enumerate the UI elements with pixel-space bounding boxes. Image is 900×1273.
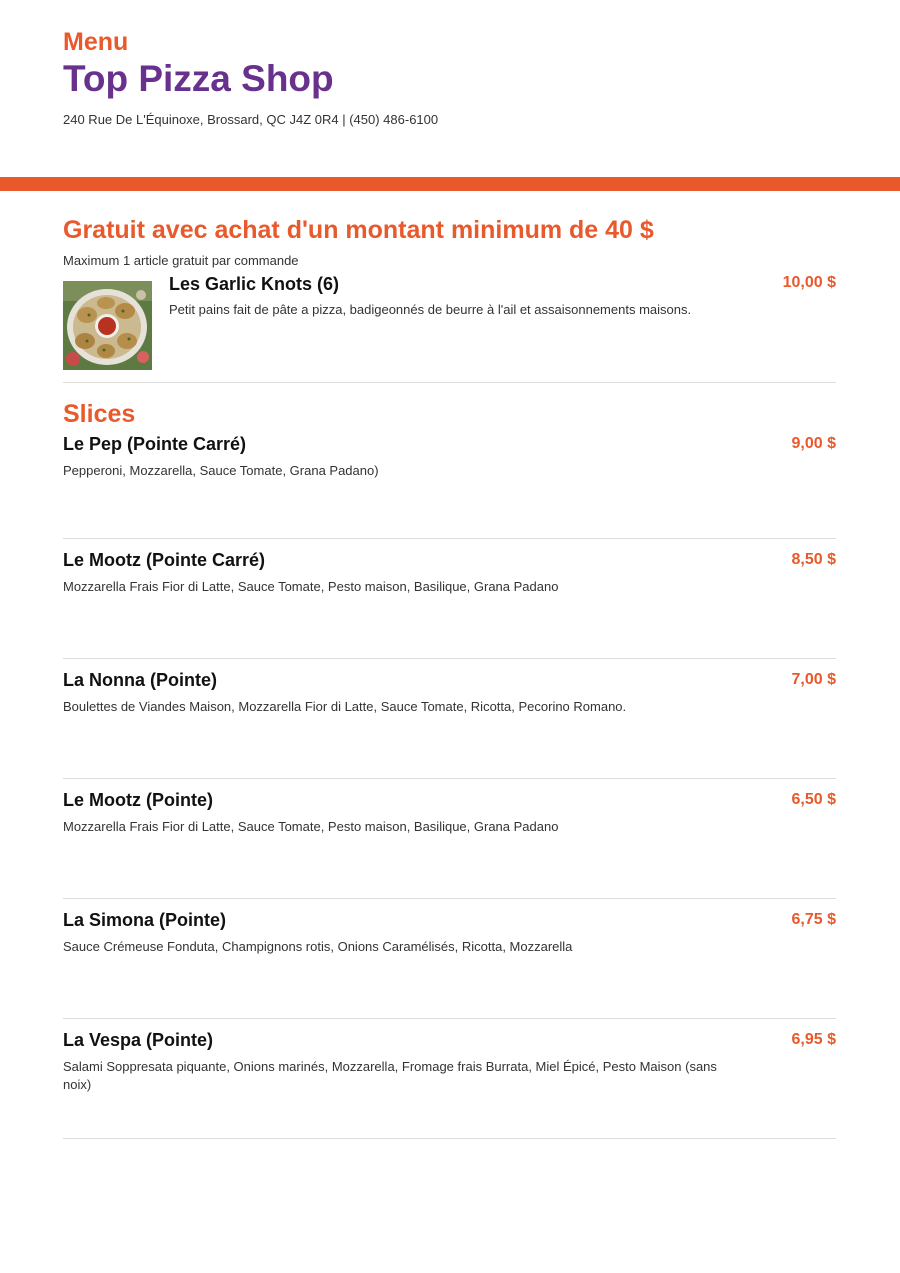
shop-address: 240 Rue De L'Équinoxe, Brossard, QC J4Z 0R4 | (450) 486-6100 [63, 112, 439, 127]
slices-section [63, 395, 836, 1139]
item-description: Mozzarella Frais Fior di Latte, Sauce Tomate, Pesto maison, Basilique, Grana Padano [63, 819, 559, 834]
menu-item-le-mootz-pointe[interactable] [63, 779, 836, 899]
item-name: Les Garlic Knots (6) [169, 274, 340, 294]
item-name: La Simona (Pointe) [63, 910, 227, 930]
slices-section-title: Slices [63, 400, 136, 428]
item-price: 9,00 $ [791, 435, 836, 452]
item-description: Sauce Crémeuse Fonduta, Champignons rotis, Onions Caramélisés, Ricotta, Mozzarella [63, 939, 573, 954]
header-divider-bar [0, 177, 900, 191]
item-name: La Vespa (Pointe) [63, 1030, 214, 1050]
item-description: Boulettes de Viandes Maison, Mozzarella Fior di Latte, Sauce Tomate, Ricotta, Pecorino Romano. [63, 699, 627, 714]
item-name: Le Pep (Pointe Carré) [63, 434, 247, 454]
item-price: 6,75 $ [791, 911, 836, 928]
menu-label: Menu [63, 28, 129, 56]
free-item-section [63, 211, 836, 383]
item-price: 10,00 $ [782, 274, 836, 291]
menu-item-la-vespa-pointe[interactable] [63, 1019, 836, 1139]
menu-item-la-simona-pointe[interactable] [63, 899, 836, 1019]
item-description: Pepperoni, Mozzarella, Sauce Tomate, Grana Padano) [63, 463, 379, 478]
menu-content [63, 211, 836, 1139]
item-description: Salami Soppresata piquante, Onions marinés, Mozzarella, Fromage frais Burrata, Miel Épicé, Pesto Maison (sans noix) [63, 1059, 717, 1092]
item-price: 6,95 $ [791, 1031, 836, 1048]
item-description: Mozzarella Frais Fior di Latte, Sauce Tomate, Pesto maison, Basilique, Grana Padano [63, 579, 559, 594]
menu-item-garlic-knots[interactable] [63, 273, 836, 383]
garlic-knots-photo [63, 281, 152, 370]
item-price: 8,50 $ [791, 551, 836, 568]
item-name: Le Mootz (Pointe Carré) [63, 550, 266, 570]
menu-header [63, 26, 836, 128]
menu-item-la-nonna-pointe[interactable] [63, 659, 836, 779]
item-name: La Nonna (Pointe) [63, 670, 217, 690]
garlic-knots-details [169, 273, 836, 382]
free-section-note: Maximum 1 article gratuit par commande [63, 253, 299, 268]
menu-item-le-mootz-pointe-carre[interactable] [63, 539, 836, 659]
free-section-title: Gratuit avec achat d'un montant minimum de 40 $ [63, 216, 654, 244]
shop-name: Top Pizza Shop [63, 58, 334, 99]
menu-item-le-pep-pointe-carre[interactable] [63, 433, 836, 539]
item-name: Le Mootz (Pointe) [63, 790, 213, 810]
item-description: Petit pains fait de pâte a pizza, badigeonnés de beurre à l'ail et assaisonnements maisons. [169, 302, 692, 317]
item-price: 6,50 $ [791, 791, 836, 808]
item-price: 7,00 $ [791, 671, 836, 688]
